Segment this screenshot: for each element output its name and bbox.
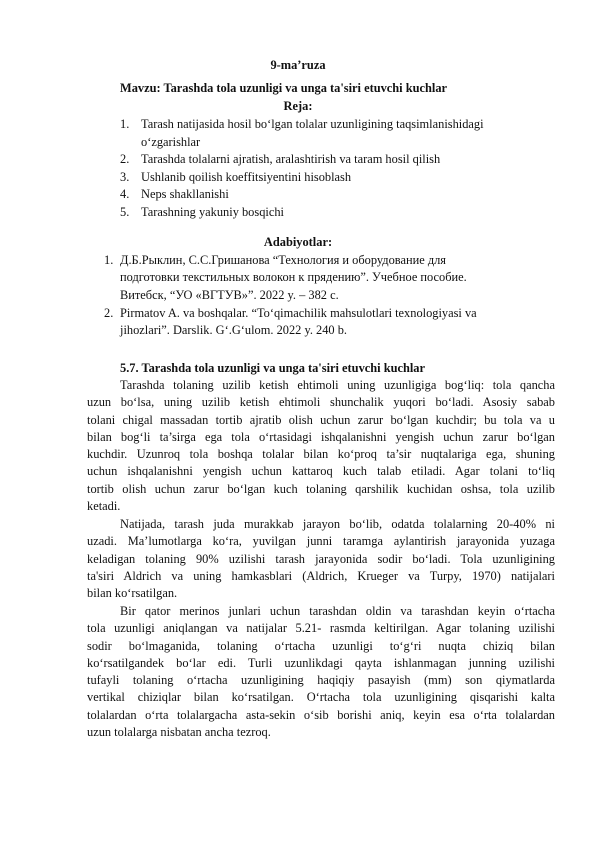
plan-item-number: 4. [120, 187, 130, 201]
paragraph-line: uzun bo‘lsa, uning uzilib ketish ehtimoli shunchalik yuqori bo‘ladi. Asosiy sabab [87, 395, 555, 410]
paragraph-line: uzun tolalarga nisbatan ancha tezroq. [87, 725, 271, 740]
paragraph-line: tortib olish uchun zarur bo‘lgan kuch tolaning qarshilik kuchidan oshsa, tola uzilib [87, 481, 555, 496]
section-title: 5.7. Tarashda tola uzunligi va unga ta'siri etuvchi kuchlar [120, 361, 426, 375]
plan-item-number: 2. [120, 152, 130, 166]
paragraph [87, 377, 555, 515]
paragraph-line: Bir qator merinos junlari uchun tarashdan oldin va tarashdan keyin o‘rtacha [120, 604, 555, 618]
plan-item-text: o‘zgarishlar [141, 135, 201, 149]
paragraph [87, 603, 555, 741]
reference-number: 1. [104, 253, 114, 267]
plan-item-number: 3. [120, 170, 130, 184]
paragraph-line: Natijada, tarash juda murakkab jarayon bo‘lib, odatda tolalarning 20-40% ni [120, 517, 555, 531]
paragraph [87, 516, 555, 602]
paragraph-line: tufayli tolaning o‘rtacha uzunligining haqiqiy pasayish (mm) son qiymatlarda [87, 673, 555, 688]
paragraph-line: tola uzunligi aniqlangan va natijalar 5.21- rasmda keltirilgan. Agar tolaning uzilishi [87, 621, 555, 636]
paragraph-line: sodir bo‘lmaganida, tolaning o‘rtacha uzunligi to‘g‘ri nuqta chiziq bilan [87, 638, 555, 653]
paragraph-line: Tarashda tolaning uzilib ketish ehtimoli uning uzunligiga bog‘liq: tola qancha [120, 378, 555, 392]
reference-text: Д.Б.Рыклин, С.С.Гришанова “Технология и оборудование для [120, 253, 447, 267]
topic-title: Mavzu: Tarashda tola uzunligi va unga ta'siri etuvchi kuchlar [120, 81, 448, 95]
paragraph-line: vertikal chiziqlar bilan ko‘rsatilgan. O‘rtacha tola uzunligining qisqarishi kalta [87, 690, 555, 705]
paragraph-line: ketadi. [87, 499, 121, 514]
plan-item-number: 1. [120, 117, 130, 131]
paragraph-line: tolalardan o‘rta tolalargacha asta-sekin o‘sib borishi aniq, keyin esa o‘rta tolalardan [87, 707, 555, 722]
paragraph-line: keladigan tolaning 90% uzilishi tarash jarayonida sodir bo‘ladi. Tola uzunligining [87, 551, 555, 566]
paragraph-line: bilan bog‘li ta’sirga ega tola o‘rtasidagi ishqalanishni yengish uchun zarur bo‘lgan [87, 429, 555, 444]
references-title: Adabiyotlar: [263, 235, 333, 249]
paragraph-line: tolani chigal massadan tortib ajratib olish uchun zarur bo‘lgan kuchdir; bu tola va u [87, 412, 555, 427]
paragraph-line: bilan ko‘rsatilgan. [87, 586, 178, 601]
plan-title: Reja: [283, 99, 313, 113]
plan-item-text: Ushlanib qoilish koeffitsiyentini hisoblash [141, 170, 352, 184]
plan-item-text: Tarash natijasida hosil bo‘lgan tolalar uzunligining taqsimlanishidagi [141, 117, 484, 131]
paragraph-line: uzadi. Ma’lumotlarga ko‘ra, yuvilgan junni taramga aylantirish jarayonida yuzaga [87, 534, 555, 549]
plan-item-text: Neps shakllanishi [141, 187, 229, 201]
paragraph-line: uchun ishqalanishni yengish uchun kattaroq kuch talab etiladi. Agar tolani to‘liq [87, 464, 555, 479]
plan-item-number: 5. [120, 205, 130, 219]
plan-item-text: Tarashda tolalarni ajratish, aralashtirish va taram hosil qilish [141, 152, 441, 166]
lecture-number: 9-ma’ruza [270, 58, 326, 72]
reference-text: Pirmatov A. va boshqalar. “To‘qimachilik mahsulotlari texnologiyasi va [120, 306, 477, 320]
reference-text: Витебск, “УО «ВГТУВ»”. 2022 y. – 382 c. [120, 288, 339, 302]
reference-number: 2. [104, 306, 114, 320]
paragraph-line: ta'siri Aldrich va uning hamkasblari (Aldrich, Krueger va Turpy, 1970) natijalari [87, 568, 555, 583]
paragraph-line: kuchdir. Uzunroq tola boshqa tolalar bilan ko‘proq ta’sir nuqtalariga ega, shuning [87, 447, 555, 462]
reference-text: подготовки текстильных волокон к прядению”. Учебное пособие. [120, 270, 467, 284]
reference-text: jihozlari”. Darslik. G‘.G‘ulom. 2022 y. 240 b. [120, 323, 348, 337]
paragraph-line: ko‘rsatilgandek bo‘lar edi. Turli uzunlikdagi qayta ishlanmagan junning uzilishi [87, 655, 555, 670]
plan-item-text: Tarashning yakuniy bosqichi [141, 205, 284, 219]
